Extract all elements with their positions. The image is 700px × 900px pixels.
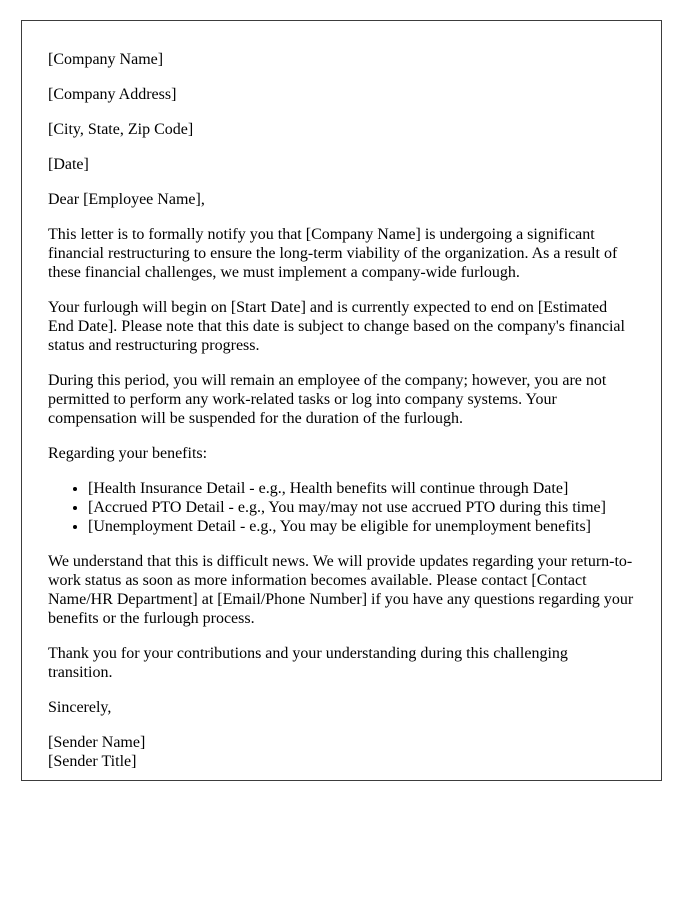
support-contact-paragraph: We understand that this is difficult news. We will provide updates regarding your return-to-work status as soon as more information becomes available. Please contact [Contact Name/HR Department] at [Email/Phone Number] if you have any questions regarding your benefits or the furlough process. <box>48 553 634 627</box>
thank-you-paragraph: Thank you for your contributions and your understanding during this challenging transition. <box>48 645 568 681</box>
date-line: [Date] <box>48 156 89 173</box>
benefit-item-health-insurance: • [Health Insurance Detail - e.g., Health benefits will continue through Date] <box>88 479 635 498</box>
benefits-intro: Regarding your benefits: <box>48 445 208 462</box>
intro-paragraph: This letter is to formally notify you that [Company Name] is undergoing a significant financial restructuring to ensure the long-term viability of the organization. As a result of these financial challenges, we must implement a company-wide furlough. <box>48 226 618 281</box>
furlough-dates-paragraph: Your furlough will begin on [Start Date] and is currently expected to end on [Estimated End Date]. Please note that this date is subject to change based on the company's financial status and restructuring progress. <box>48 299 625 354</box>
signature-block <box>48 733 635 771</box>
sender-title: [Sender Title] <box>48 753 137 770</box>
company-name-line: [Company Name] <box>48 51 164 68</box>
benefit-item-accrued-pto: • [Accrued PTO Detail - e.g., You may/may not use accrued PTO during this time] <box>88 498 635 517</box>
sender-name: [Sender Name] <box>48 734 146 751</box>
signoff: Sincerely, <box>48 699 112 716</box>
salutation: Dear [Employee Name], <box>48 191 205 208</box>
benefits-list <box>48 479 635 536</box>
benefit-item-unemployment: • [Unemployment Detail - e.g., You may be eligible for unemployment benefits] <box>88 517 635 536</box>
furlough-terms-paragraph: During this period, you will remain an employee of the company; however, you are not permitted to perform any work-related tasks or log into company systems. Your compensation will be suspended for the duration of the furlough. <box>48 372 607 427</box>
furlough-letter-document <box>21 20 662 781</box>
company-address-line: [Company Address] <box>48 86 177 103</box>
city-state-zip-line: [City, State, Zip Code] <box>48 121 194 138</box>
